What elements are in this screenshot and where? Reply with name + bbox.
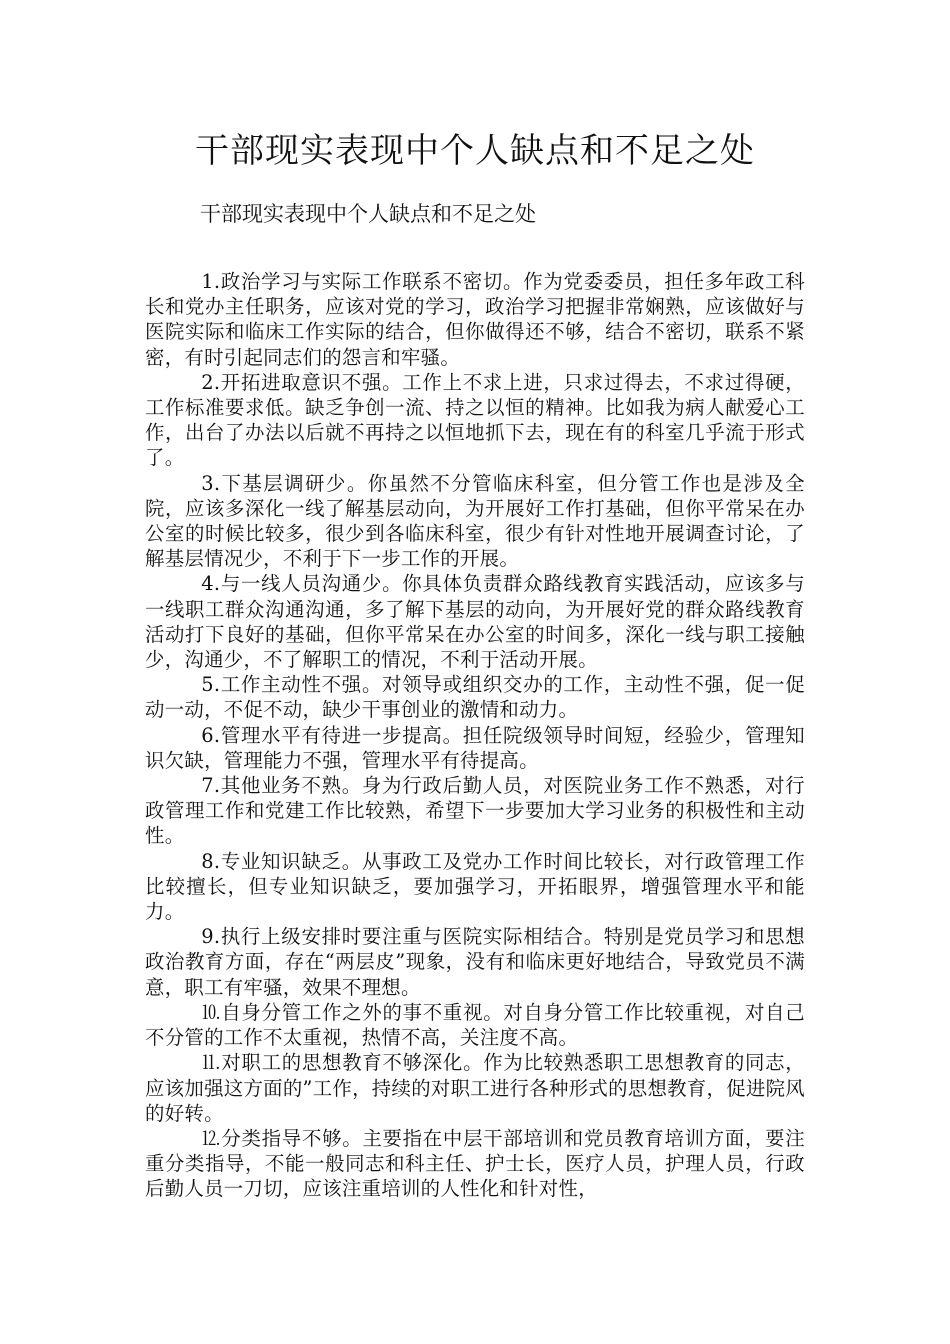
paragraph-2: 2.开拓进取意识不强。工作上不求上进，只求过得去，不求过得硬，工作标准要求低。缺乏争创一流、持之以恒的精神。比如我为病人献爱心工作，出台了办法以后就不再持之以恒地抓下去，现在有的科室几乎流于形式了。: [145, 370, 805, 470]
paragraph-4: 4.与一线人员沟通少。你具体负责群众路线教育实践活动，应该多与一线职工群众沟通沟通，多了解下基层的动向，为开展好党的群众路线教育活动打下良好的基础，但你平常呆在办公室的时间多，深化一线与职工接触少，沟通少，不了解职工的情况，不利于活动开展。: [145, 572, 805, 672]
paragraph-3: 3.下基层调研少。你虽然不分管临床科室，但分管工作也是涉及全院，应该多深化一线了解基层动向，为开展好工作打基础，但你平常呆在办公室的时候比较多，很少到各临床科室，很少有针对性地开展调查讨论，了解基层情况少，不利于下一步工作的开展。: [145, 471, 805, 571]
paragraph-6: 6.管理水平有待进一步提高。担任院级领导时间短，经验少，管理知识欠缺，管理能力不强，管理水平有待提高。: [145, 723, 805, 772]
paragraph-5: 5.工作主动性不强。对领导或组织交办的工作，主动性不强，促一促动一动，不促不动，缺少干事创业的激情和动力。: [145, 673, 805, 722]
paragraph-7: 7.其他业务不熟。身为行政后勤人员，对医院业务工作不熟悉，对行政管理工作和党建工作比较熟，希望下一步要加大学习业务的积极性和主动性。: [145, 774, 805, 848]
paragraph-8: 8.专业知识缺乏。从事政工及党办工作时间比较长，对行政管理工作比较擅长，但专业知识缺乏，要加强学习，开拓眼界，增强管理水平和能力。: [145, 849, 805, 924]
paragraph-9: 9.执行上级安排时要注重与医院实际相结合。特别是党员学习和思想政治教育方面，存在“两层皮”现象，没有和临床更好地结合，导致党员不满意，职工有牢骚，效果不理想。: [145, 925, 805, 999]
document-body: [145, 269, 805, 1202]
document-subtitle: 干部现实表现中个人缺点和不足之处: [200, 202, 536, 226]
document-title: 干部现实表现中个人缺点和不足之处: [195, 131, 755, 171]
paragraph-11: ⒒对职工的思想教育不够深化。作为比较熟悉职工思想教育的同志，应该加强这方面的”工作，持续的对职工进行各种形式的思想教育，促进院风的好转。: [145, 1051, 806, 1125]
paragraph-12: ⒓分类指导不够。主要指在中层干部培训和党员教育培训方面，要注重分类指导，不能一般同志和科主任、护士长，医疗人员，护理人员，行政后勤人员一刀切，应该注重培训的人性化和针对性，: [145, 1126, 805, 1201]
paragraph-1: 1.政治学习与实际工作联系不密切。作为党委委员，担任多年政工科长和党办主任职务，应该对党的学习，政治学习把握非常娴熟，应该做好与医院实际和临床工作实际的结合，但你做得还不够，结合不密切，联系不紧密，有时引起同志们的怨言和牢骚。: [145, 270, 805, 369]
paragraph-10: ⒑自身分管工作之外的事不重视。对自身分管工作比较重视，对自己不分管的工作不太重视，热情不高，关注度不高。: [145, 1000, 805, 1050]
